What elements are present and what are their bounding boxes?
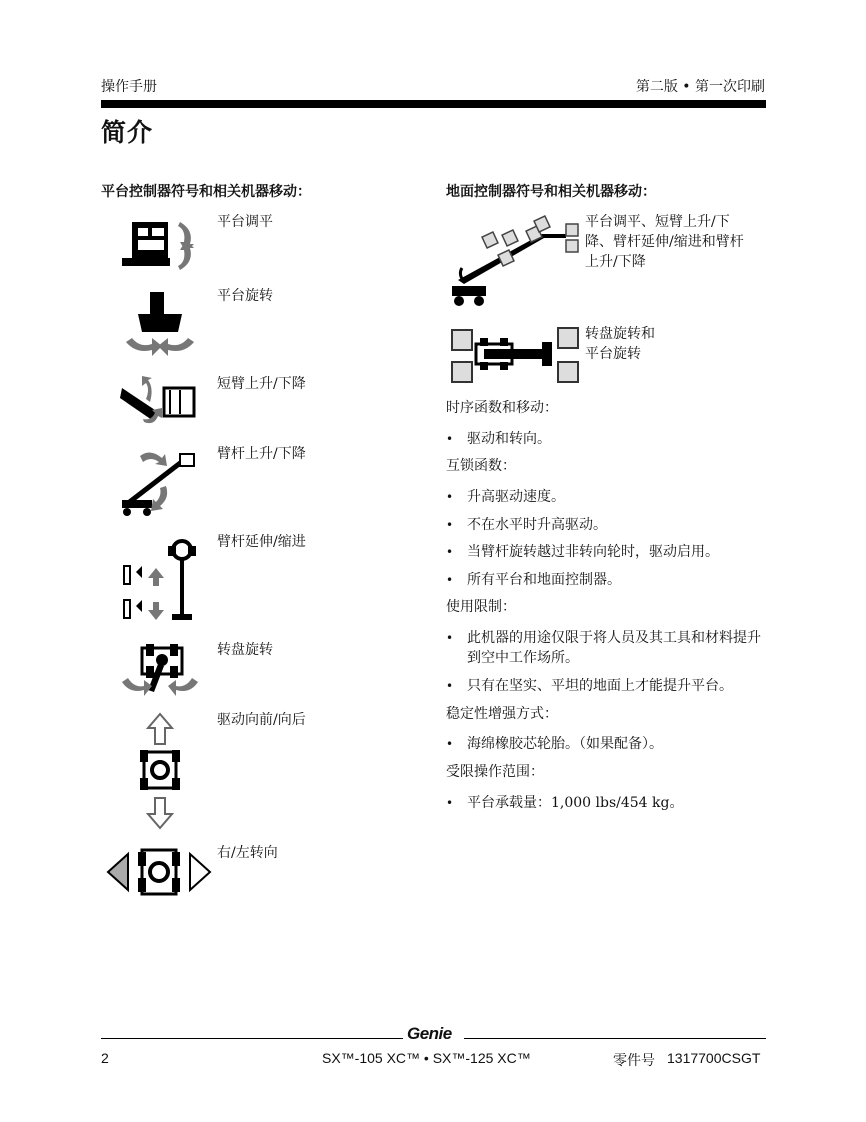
- bullet-item: • 不在水平时升高驱动。: [446, 515, 773, 535]
- footer-model: SX™-105 XC™ • SX™-125 XC™: [322, 1050, 531, 1066]
- platform-item-label: 转盘旋转: [217, 642, 273, 658]
- turntable-platform-rotate-icon: [450, 324, 584, 386]
- header-rule: [101, 100, 766, 108]
- footer-rule-right: [464, 1038, 766, 1039]
- bullet-item: • 当臂杆旋转越过非转向轮时，驱动启用。: [446, 542, 773, 562]
- platform-rotate-icon: [124, 290, 196, 358]
- platform-item-label: 驱动向前/向后: [217, 712, 306, 728]
- footer-part-number: 1317700CSGT: [667, 1050, 761, 1066]
- ground-item-line: 上升/下降: [585, 254, 646, 270]
- boom-up-down-icon: [118, 446, 200, 518]
- platform-level-icon: [118, 218, 202, 272]
- bullet-item: • 驱动和转向。: [446, 429, 773, 449]
- footer-part-label: 零件号: [613, 1053, 655, 1069]
- block-heading: 互锁函数：: [446, 458, 516, 474]
- ground-item-label: [585, 324, 655, 364]
- page-number: 2: [101, 1050, 109, 1066]
- jib-up-down-icon: [120, 376, 200, 428]
- bullet-item: • 此机器的用途仅限于将人员及其工具和材料提升到空中工作场所。: [446, 628, 773, 668]
- platform-item-label: 平台旋转: [217, 288, 273, 304]
- steer-right-left-icon: [106, 846, 212, 898]
- ground-section-heading: 地面控制器符号和相关机器移动：: [446, 184, 656, 200]
- ground-item-line: 平台调平、短臂上升/下: [585, 214, 730, 230]
- block-heading: 使用限制：: [446, 599, 516, 615]
- footer-rule-left: [101, 1038, 403, 1039]
- platform-section-heading: 平台控制器符号和相关机器移动：: [101, 184, 311, 200]
- bullet-item: • 平台承载量：1,000 lbs/454 kg。: [446, 793, 773, 813]
- block-heading: 时序函数和移动：: [446, 400, 558, 416]
- bullet-item: • 海绵橡胶芯轮胎。（如果配备）。: [446, 734, 773, 754]
- block-heading: 稳定性增强方式：: [446, 706, 558, 722]
- turntable-rotate-icon: [120, 642, 200, 698]
- platform-item-label: 短臂上升/下降: [217, 376, 306, 392]
- header-edition: 第二版 • 第一次印刷: [635, 79, 765, 95]
- ground-item-line: 降、臂杆延伸/缩进和臂杆: [585, 234, 744, 250]
- platform-item-label: 右/左转向: [217, 845, 278, 861]
- platform-item-label: 平台调平: [217, 214, 273, 230]
- ground-item-label: [585, 212, 744, 272]
- block-heading: 受限操作范围：: [446, 764, 544, 780]
- bullet-item: • 只有在坚实、平坦的地面上才能提升平台。: [446, 676, 773, 696]
- boom-extend-retract-icon: [120, 536, 200, 624]
- platform-item-label: 臂杆延伸/缩进: [217, 534, 306, 550]
- bullet-item: • 升高驱动速度。: [446, 487, 773, 507]
- page-title: 简介: [101, 118, 154, 147]
- ground-item-line: 转盘旋转和: [585, 326, 655, 342]
- ground-item-line: 平台旋转: [585, 346, 641, 362]
- drive-forward-back-icon: [138, 712, 182, 830]
- header-doc-type: 操作手册: [101, 79, 157, 95]
- genie-logo: Genie: [407, 1024, 452, 1043]
- bullet-item: • 所有平台和地面控制器。: [446, 570, 773, 590]
- boom-functions-icon: [448, 214, 584, 310]
- platform-item-label: 臂杆上升/下降: [217, 446, 306, 462]
